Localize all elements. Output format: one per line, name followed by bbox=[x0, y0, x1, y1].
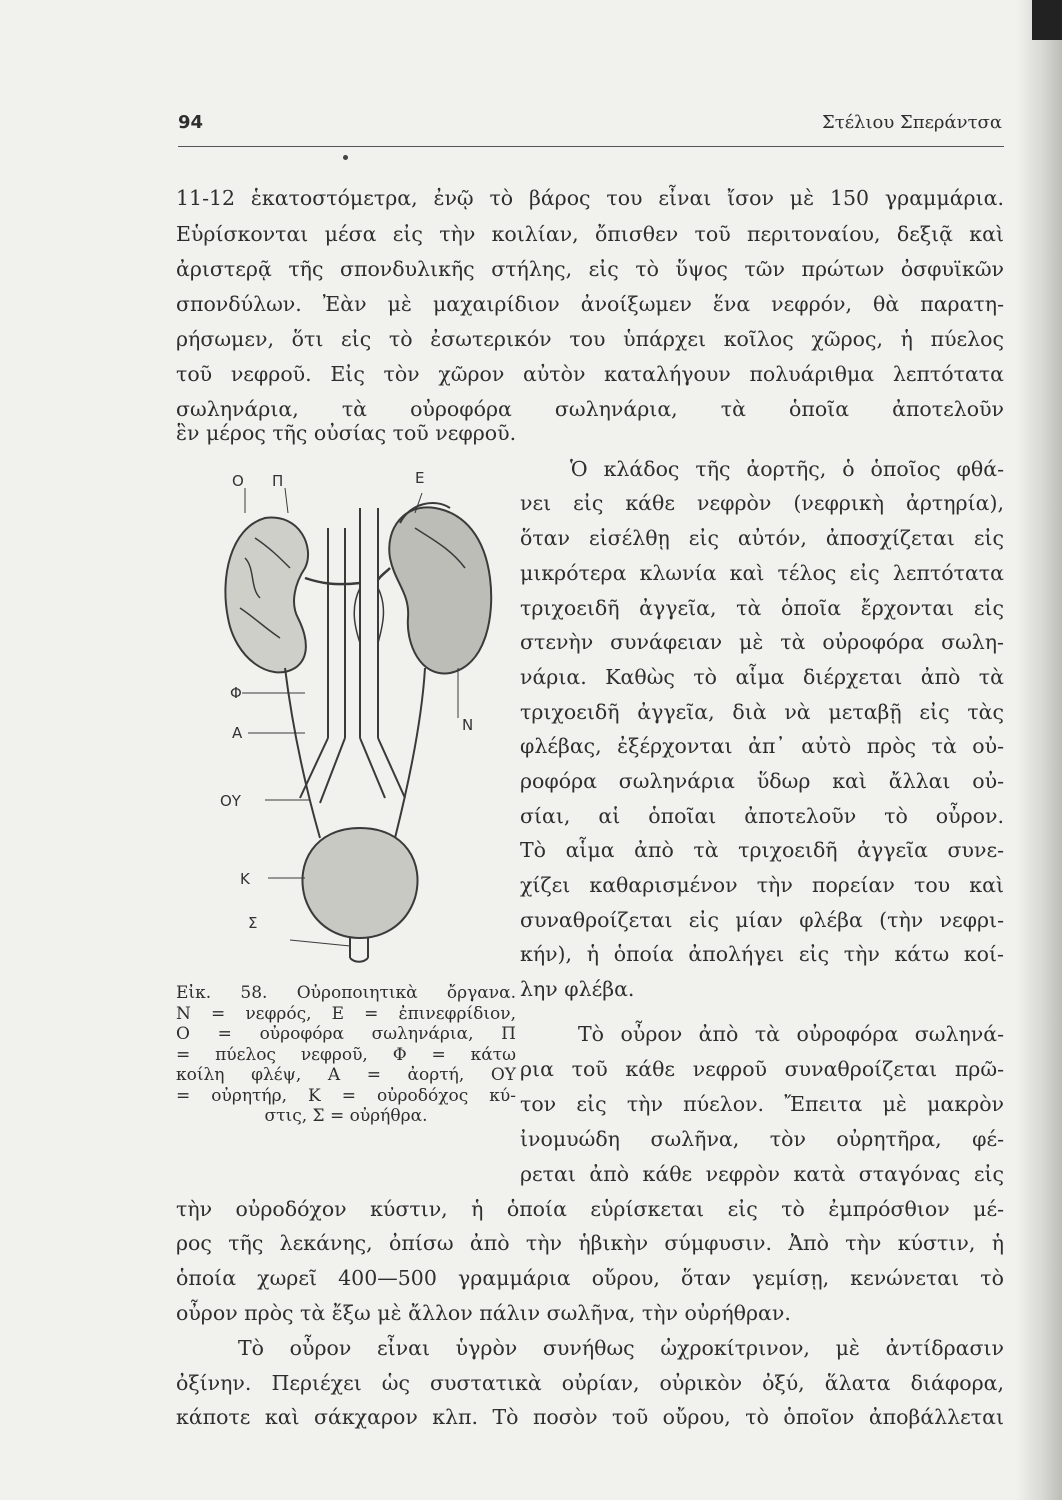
column-line: ἰνομυώδη σωλῆνα, τὸν οὐρητῆρα, φέ- bbox=[520, 1127, 1004, 1151]
urinary-organs-illustration bbox=[210, 468, 508, 978]
body-line: ὀξίνην. Περιέχει ὡς συστατικὰ οὐρίαν, οὐρικὸν ὀξύ, ἅλατα διάφορα, bbox=[176, 1371, 1004, 1395]
column-line: στενὴν συνάφειαν μὲ τὰ οὐροφόρα σωλη- bbox=[520, 630, 1004, 654]
figure-caption bbox=[176, 983, 516, 1127]
column-line: τριχοειδῆ ἀγγεῖα, διὰ νὰ μεταβῇ εἰς τὰς bbox=[520, 700, 1004, 724]
label-n: Ν bbox=[462, 716, 474, 734]
page-number: 94 bbox=[178, 112, 204, 133]
body-line: Εὑρίσκονται μέσα εἰς τὴν κοιλίαν, ὄπισθεν τοῦ περιτοναίου, δεξιᾷ καὶ bbox=[176, 222, 1004, 246]
label-o: Ο bbox=[232, 472, 244, 490]
label-k: Κ bbox=[240, 870, 250, 888]
column-line: μικρότερα κλωνία καὶ τέλος εἰς λεπτότατα bbox=[520, 561, 1004, 585]
column-line: λην φλέβα. bbox=[520, 977, 635, 1001]
body-line: ρος τῆς λεκάνης, ὀπίσω ἀπὸ τὴν ἡβικὴν σύμφυσιν. Ἀπὸ τὴν κύστιν, ἡ bbox=[176, 1231, 1004, 1255]
body-line: Τὸ οὖρον εἶναι ὑγρὸν συνήθως ὠχροκίτρινον, μὲ ἀντίδρασιν bbox=[238, 1336, 1004, 1360]
column-line: ροφόρα σωληνάρια ὕδωρ καὶ ἄλλαι οὐ- bbox=[520, 769, 1004, 793]
running-head: Στέλιου Σπεράντσα bbox=[822, 112, 1002, 133]
body-line: ρήσωμεν, ὅτι εἰς τὸ ἐσωτερικόν του ὑπάρχει κοῖλος χῶρος, ἡ πύελος bbox=[176, 327, 1004, 351]
column-line: Τὸ οὖρον ἀπὸ τὰ οὐροφόρα σωληνά- bbox=[578, 1022, 1004, 1046]
body-line: ὁποία χωρεῖ 400—500 γραμμάρια οὔρου, ὅταν γεμίσῃ, κενώνεται τὸ bbox=[176, 1266, 1004, 1290]
label-e: Ε bbox=[415, 469, 425, 487]
column-line: φλέβας, ἐξέρχονται ἀπ᾿ αὐτὸ πρὸς τὰ οὐ- bbox=[520, 734, 1004, 758]
caption-line: Ν = νεφρός, Ε = ἐπινεφρίδιον, bbox=[176, 1003, 516, 1024]
caption-line: στις, Σ = οὐρήθρα. bbox=[264, 1106, 428, 1126]
body-line: 11-12 ἑκατοστόμετρα, ἐνῷ τὸ βάρος του εἶναι ἴσον μὲ 150 γραμμάρια. bbox=[176, 186, 1004, 210]
column-line: συναθροίζεται εἰς μίαν φλέβα (τὴν νεφρι- bbox=[520, 908, 1004, 932]
caption-line: = πύελος νεφροῦ, Φ = κάτω bbox=[176, 1044, 516, 1065]
ink-dot bbox=[343, 155, 348, 160]
column-line: σίαι, αἱ ὁποῖαι ἀποτελοῦν τὸ οὖρον. bbox=[520, 804, 1004, 828]
page-header bbox=[178, 112, 1002, 142]
caption-line: Εἰκ. 58. Οὐροποιητικὰ ὄργανα. bbox=[176, 983, 516, 1003]
body-line: ἀριστερᾷ τῆς σπονδυλικῆς στήλης, εἰς τὸ ὕψος τῶν πρώτων ὀσφυϊκῶν bbox=[176, 257, 1004, 281]
body-line: τοῦ νεφροῦ. Εἰς τὸν χῶρον αὐτὸν καταλήγουν πολυάριθμα λεπτότατα bbox=[176, 362, 1004, 386]
body-line: τὴν οὐροδόχον κύστιν, ἡ ὁποία εὑρίσκεται εἰς τὸ ἐμπρόσθιον μέ- bbox=[176, 1197, 1004, 1221]
caption-line: = οὐρητήρ, Κ = οὐροδόχος κύ- bbox=[176, 1085, 516, 1106]
column-line: νάρια. Καθὼς τὸ αἷμα διέρχεται ἀπὸ τὰ bbox=[520, 665, 1004, 689]
body-line: κάποτε καὶ σάκχαρον κλπ. Τὸ ποσὸν τοῦ οὔρου, τὸ ὁποῖον ἀποβάλλεται bbox=[176, 1405, 1004, 1429]
label-a: Α bbox=[232, 724, 243, 742]
label-p: Π bbox=[272, 472, 284, 490]
body-line: οὖρον πρὸς τὰ ἔξω μὲ ἄλλον πάλιν σωλῆνα, τὴν οὐρήθραν. bbox=[176, 1301, 791, 1325]
page-edge-shadow bbox=[1016, 0, 1062, 1500]
column-line: ρια τοῦ κάθε νεφροῦ συναθροίζεται πρῶ- bbox=[520, 1057, 1004, 1081]
label-s: Σ bbox=[248, 914, 258, 932]
column-line: κήν), ἡ ὁποία ἀπολήγει εἰς τὴν κάτω κοί- bbox=[520, 942, 1004, 966]
body-line: σωληνάρια, τὰ οὐροφόρα σωληνάρια, τὰ ὁποῖα ἀποτελοῦν bbox=[176, 397, 1004, 421]
label-f: Φ bbox=[230, 684, 242, 702]
column-line: χίζει καθαρισμένον τὴν πορείαν του καὶ bbox=[520, 873, 1004, 897]
header-rule bbox=[178, 146, 1004, 147]
body-line: σπονδύλων. Ἐὰν μὲ μαχαιρίδιον ἀνοίξωμεν ἕνα νεφρόν, θὰ παρατη- bbox=[176, 292, 1004, 316]
caption-line: Ο = οὐροφόρα σωληνάρια, Π bbox=[176, 1024, 516, 1044]
caption-line: κοίλη φλέψ, Α = ἀορτή, ΟΥ bbox=[176, 1065, 516, 1085]
figure-urinary-organs bbox=[210, 468, 508, 978]
page-corner-dark bbox=[1032, 0, 1062, 40]
column-line: ρεται ἀπὸ κάθε νεφρὸν κατὰ σταγόνας εἰς bbox=[520, 1162, 1004, 1186]
body-line: ἓν μέρος τῆς οὐσίας τοῦ νεφροῦ. bbox=[176, 421, 517, 445]
column-line: Ὁ κλάδος τῆς ἀορτῆς, ὁ ὁποῖος φθά- bbox=[570, 457, 1004, 481]
label-oy: ΟΥ bbox=[220, 792, 241, 810]
column-line: τριχοειδῆ ἀγγεῖα, τὰ ὁποῖα ἔρχονται εἰς bbox=[520, 596, 1004, 620]
column-line: Τὸ αἷμα ἀπὸ τὰ τριχοειδῆ ἀγγεῖα συνε- bbox=[520, 838, 1004, 862]
column-line: νει εἰς κάθε νεφρὸν (νεφρικὴ ἀρτηρία), bbox=[520, 491, 1004, 515]
column-line: ὅταν εἰσέλθῃ εἰς αὐτόν, ἀποσχίζεται εἰς bbox=[520, 526, 1004, 550]
column-line: τον εἰς τὴν πύελον. Ἔπειτα μὲ μακρὸν bbox=[520, 1092, 1004, 1116]
